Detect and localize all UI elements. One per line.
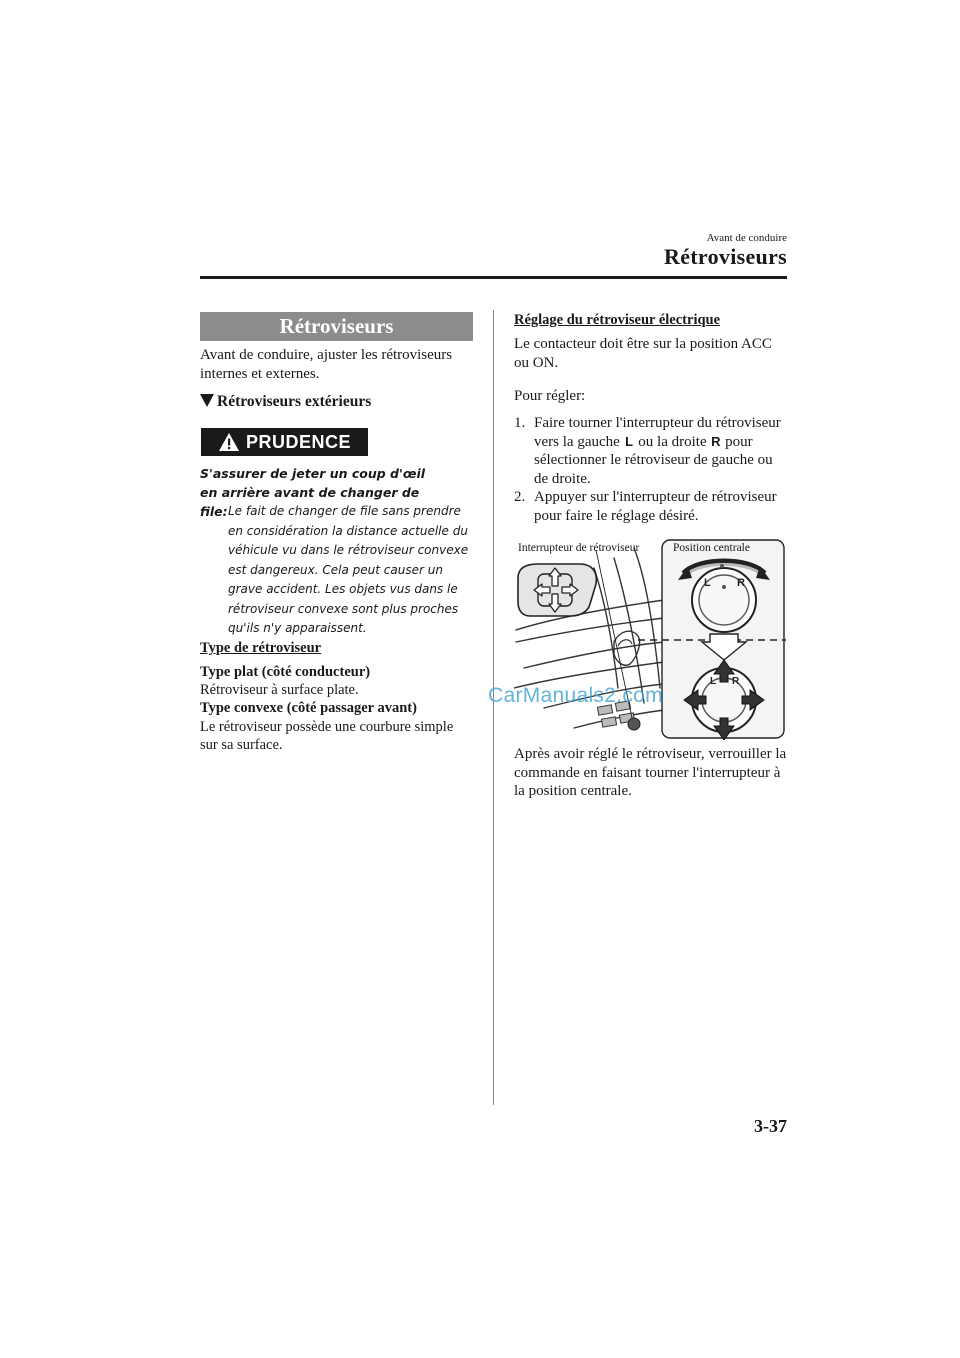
step-2 — [514, 488, 789, 525]
caution-heading: S'assurer de jeter un coup d'œil en arrière avant de changer de file: — [200, 466, 426, 519]
switch-callout-label: Interrupteur de rétroviseur — [518, 542, 640, 554]
caution-banner — [201, 428, 368, 456]
convex-type-heading: Type convexe (côté passager avant) — [200, 700, 417, 716]
knob-l-label: L — [704, 577, 711, 589]
step1-part-b: ou la droite — [638, 433, 707, 450]
step1-part-c: pour sélectionner le rétroviseur de gauche ou de droite. — [534, 433, 773, 487]
running-header-section: Avant de conduire — [706, 232, 787, 244]
step-text: Appuyer sur l'interrupteur de rétroviseur pour faire le réglage désiré. — [534, 489, 777, 524]
watermark-text: CarManuals2.com — [488, 684, 663, 707]
triangle-bullet-icon — [200, 394, 214, 407]
warning-triangle-icon — [218, 432, 240, 452]
knob-r-label-lower: R — [732, 676, 740, 687]
mirror-switch-illustration — [514, 538, 786, 740]
step1-part-a: Faire tourner l'interrupteur du rétroviseur vers la gauche — [534, 415, 781, 450]
step-number: 1. — [514, 415, 526, 431]
to-adjust-label: Pour régler: — [514, 388, 586, 404]
knob-r-label: R — [737, 577, 745, 589]
center-position-label: Position centrale — [673, 542, 750, 554]
flat-type-heading: Type plat (côté conducteur) — [200, 664, 371, 680]
convex-type-body: Le rétroviseur possède une courbure simple sur sa surface. — [200, 719, 454, 753]
caution-label: PRUDENCE — [245, 431, 351, 452]
step-text — [534, 414, 789, 488]
step-number: 2. — [514, 489, 526, 505]
knob-l-label-lower: L — [710, 676, 717, 687]
step-list — [514, 414, 789, 525]
flat-type-body: Rétroviseur à surface plate. — [200, 682, 359, 698]
ignition-note: Le contacteur doit être sur la position ACC ou ON. — [514, 336, 772, 371]
step-1 — [514, 414, 789, 488]
caution-body: Le fait de changer de file sans prendre en considération la distance actuelle du véhicule vu dans le rétroviseur convexe est dangereux. Cela peut causer un grave accident. Les objets vus dans le rétroviseur convexe sont plus proches qu'ils n'y apparaissent. — [228, 504, 469, 635]
mirror-type-heading: Type de rétroviseur — [200, 640, 322, 656]
left-l-icon: L — [625, 433, 634, 449]
after-adjust-paragraph: Après avoir réglé le rétroviseur, verrouiller la commande en faisant tourner l'interrupteur à la position centrale. — [514, 746, 787, 799]
page-number: 3-37 — [754, 1116, 787, 1136]
subheading-text: Rétroviseurs extérieurs — [217, 393, 372, 410]
header-rule — [200, 276, 787, 279]
running-header-title: Rétroviseurs — [664, 244, 787, 269]
power-mirror-heading: Réglage du rétroviseur électrique — [514, 312, 721, 328]
intro-paragraph: Avant de conduire, ajuster les rétroviseurs internes et externes. — [200, 347, 453, 382]
section-title-bar: Rétroviseurs — [200, 312, 473, 341]
right-r-icon: R — [711, 433, 721, 449]
subheading-exterior-mirrors — [200, 393, 371, 411]
